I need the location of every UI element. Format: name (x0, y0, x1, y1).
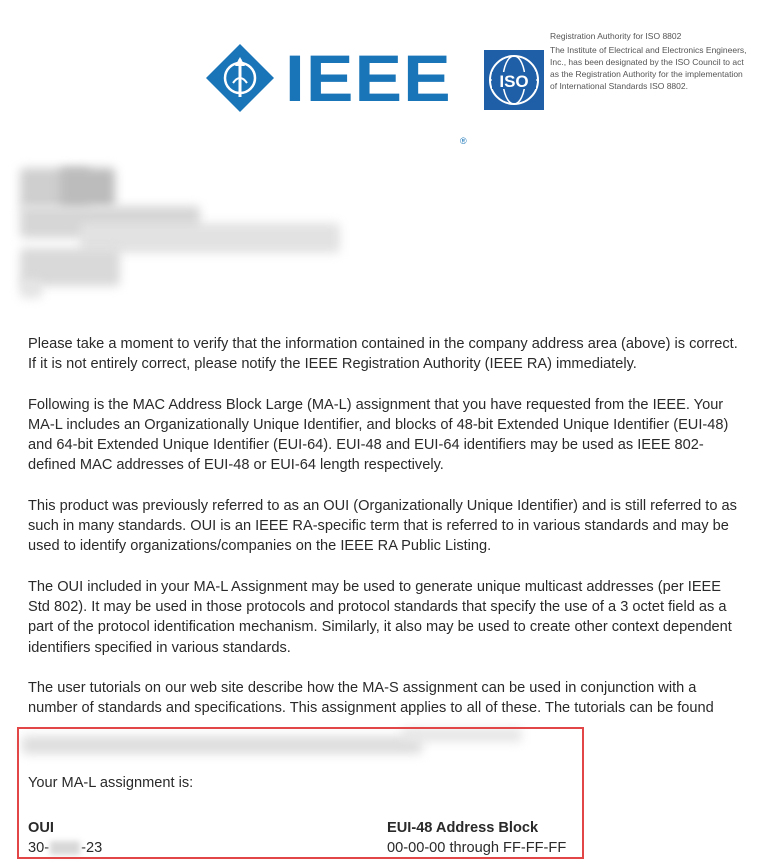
iso-title: Registration Authority for ISO 8802 (550, 31, 682, 41)
iso-description: The Institute of Electrical and Electronics Engineers, Inc., has been designated by the ISO Council to act as the Registration Authority for the implementation of International Standards ISO 8802. (550, 45, 747, 91)
ieee-logo (205, 41, 467, 146)
company-address-redacted (20, 168, 350, 303)
oui-suffix: -23 (81, 840, 103, 856)
paragraph-tutorials: The user tutorials on our web site describe how the MA-S assignment can be used in conjunction with a number of standards and specifications. This assignment applies to all of these. The tutorials can be found (28, 679, 714, 717)
iso-badge-text: ISO (499, 72, 529, 91)
oui-header: OUI (28, 820, 54, 836)
paragraph-oui-history: This product was previously referred to as an OUI (Organizationally Unique Identifier) and is still referred to as such in many standards. OUI is an IEEE RA-specific term that is referred to in various standards and may be used to identify organizations/companies on the IEEE RA Public Listing. (28, 497, 737, 555)
assignment-label: Your MA-L assignment is: (28, 775, 194, 791)
paragraph-mal-description: Following is the MAC Address Block Large (MA-L) assignment that you have requested from the IEEE. Your MA-L includes an Organizationally Unique Identifier, and blocks of 48-bit Extended Unique Identifier (EUI-48) and 64-bit Extended Unique Identifier (EUI-64). EUI-48 and EUI-64 identifiers may be used as IEEE 802-defined MAC addresses of EUI-48 or EUI-64 length respectively. (28, 396, 729, 474)
eui48-header: EUI-48 Address Block (387, 820, 539, 836)
paragraph-multicast: The OUI included in your MA-L Assignment may be used to generate unique multicast addresses (per IEEE Std 802). It may be used in those protocols and protocol standards that specify the use of a 3 octet field as a part of the protocol identification mechanism. Similarly, it also may be used to create other context dependent identifiers specified in various standards. (28, 578, 732, 656)
ieee-wordmark: IEEE (285, 41, 452, 115)
iso-logo-icon (484, 50, 544, 110)
iso-authority-text (550, 30, 750, 92)
letter-body (28, 334, 746, 738)
eui48-range: 00-00-00 through FF-FF-FF (387, 840, 567, 856)
ieee-diamond-icon (205, 43, 275, 113)
registered-mark: ® (460, 136, 467, 146)
oui-prefix: 30- (28, 840, 50, 856)
assignment-highlight-box (17, 727, 584, 859)
paragraph-verify: Please take a moment to verify that the information contained in the company address area (above) is correct. If it is not entirely correct, please notify the IEEE Registration Authority (IEEE RA) immediately. (28, 336, 738, 373)
